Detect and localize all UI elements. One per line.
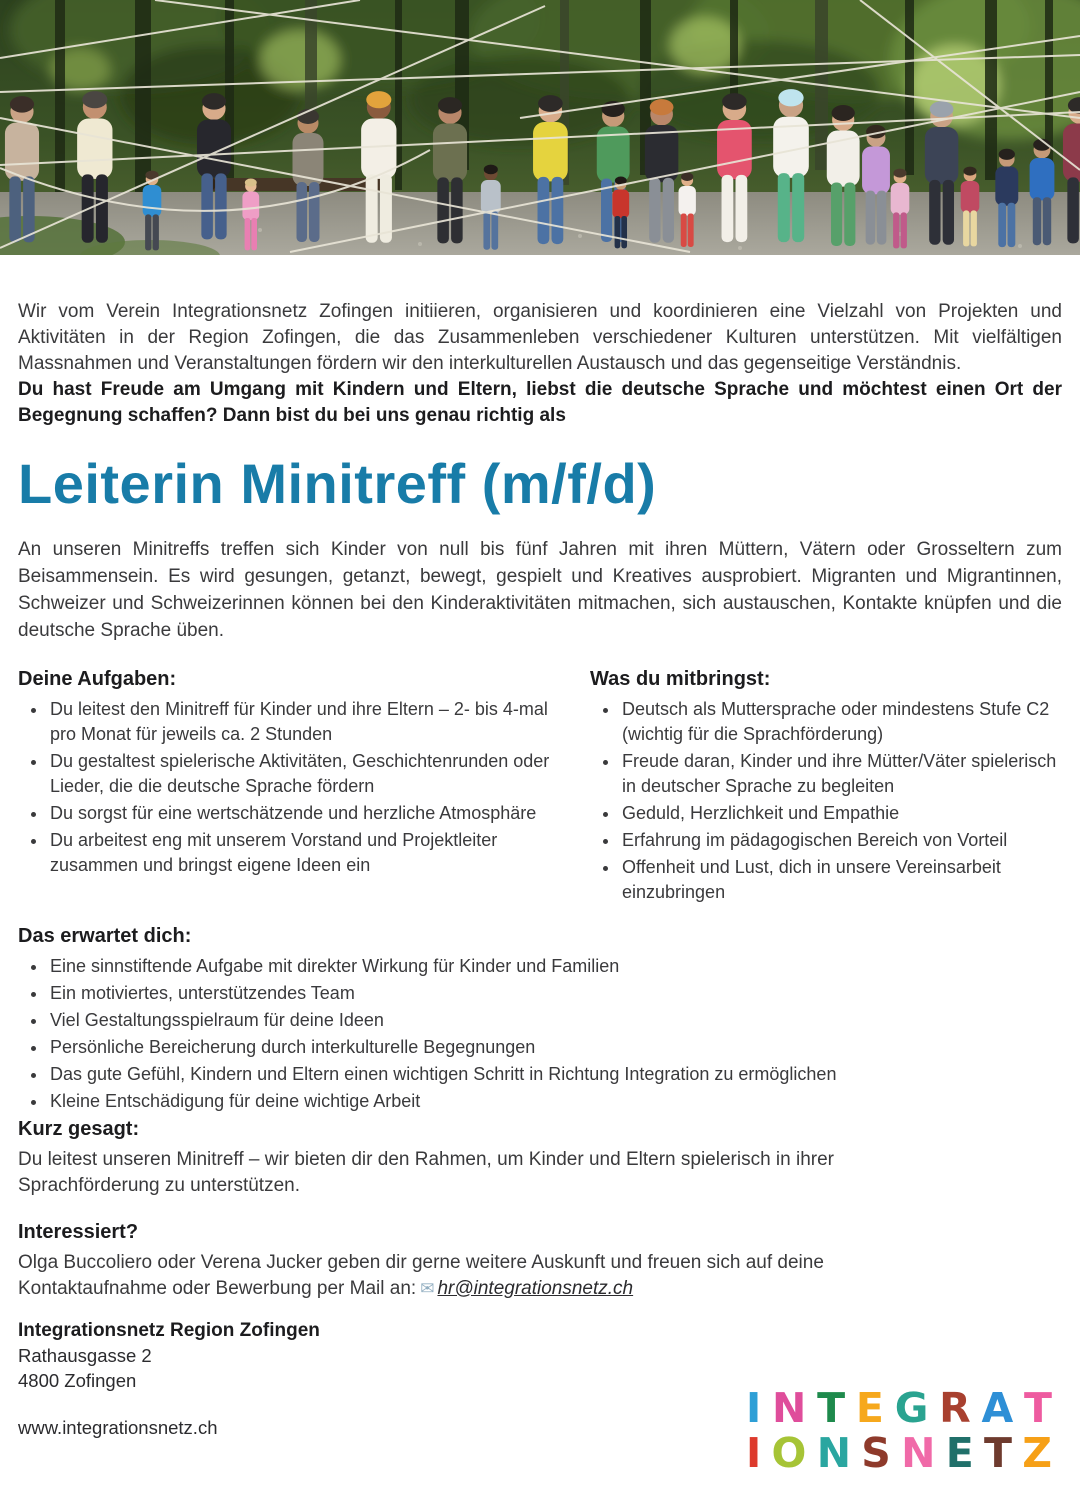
list-item: • Persönliche Bereicherung durch interkulturelle Begegnungen [48, 1035, 1028, 1060]
flyer-content [0, 299, 1080, 1440]
list-item: • Du gestaltest spielerische Aktivitäten, Geschichtenrunden oder Lieder, die die deutsche Sprache fördern [48, 749, 564, 799]
tasks-heading: Deine Aufgaben: [18, 667, 177, 690]
list-item: • Kleine Entschädigung für deine wichtige Arbeit [48, 1089, 1028, 1114]
list-item: • Das gute Gefühl, Kindern und Eltern einen wichtigen Schritt in Richtung Integration zu ermöglichen [48, 1062, 1028, 1087]
logo-line-1 [746, 1386, 1052, 1431]
logo-letter: G [894, 1384, 929, 1432]
about-paragraph: An unseren Minitreffs treffen sich Kinder von null bis fünf Jahren mit ihren Müttern, Vätern oder Grosseltern zum Beisammensein. Es wird gesungen, getanzt, bewegt, gespielt und Kreatives ausprobiert. Migranten und Migrantinnen, Schweizer und Schweizerinnen können bei den Kinderaktivitäten mitmachen, sich austauschen, Kontakte knüpfen und die deutsche Sprache üben. [18, 538, 1062, 641]
email-link[interactable]: hr@integrationsnetz.ch [437, 1277, 634, 1299]
integrationsnetz-logo [746, 1386, 1052, 1476]
logo-line-2 [746, 1431, 1052, 1476]
contact-body: Olga Buccoliero oder Verena Jucker geben dir gerne weitere Auskunft und freuen sich auf deine Kontaktaufnahme oder Bewerbung per Mail an: [18, 1251, 824, 1299]
list-item: • Deutsch als Muttersprache oder mindestens Stufe C2 (wichtig für die Sprachförderung) [620, 697, 1062, 747]
summary-text: Du leitest unseren Minitreff – wir bieten dir den Rahmen, um Kinder und Eltern spielerisch in ihrer Sprachförderung zu unterstützen. [18, 1148, 834, 1196]
footer-street: Rathausgasse 2 [18, 1344, 152, 1366]
logo-letter: T [984, 1429, 1012, 1477]
logo-letter: Z [1022, 1429, 1052, 1477]
logo-letter: N [901, 1429, 936, 1477]
logo-letter: R [939, 1384, 971, 1432]
logo-letter: E [855, 1384, 884, 1432]
logo-letter: I [746, 1429, 762, 1477]
logo-letter: E [945, 1429, 974, 1477]
tasks-section [18, 668, 590, 907]
list-item: • Du leitest den Minitreff für Kinder und ihre Eltern – 2- bis 4-mal pro Monat für jeweils ca. 2 Stunden [48, 697, 564, 747]
header-photo [0, 0, 1080, 255]
logo-letter: S [861, 1429, 891, 1477]
summary-section [18, 1118, 1062, 1199]
requirements-section [590, 668, 1062, 907]
contact-text [18, 1250, 943, 1302]
summary-heading: Kurz gesagt: [18, 1117, 140, 1140]
list-item: • Du sorgst für eine wertschätzende und herzliche Atmosphäre [48, 801, 564, 826]
logo-letter: T [817, 1384, 846, 1432]
footer-website: www.integrationsnetz.ch [18, 1416, 218, 1438]
intro-paragraph: Wir vom Verein Integrationsnetz Zofingen initiieren, organisieren und koordinieren eine Vielzahl von Projekten und Aktivitäten in der Region Zofingen, die das Zusammenleben verschiedener Kulturen unterstützen. Mit vielfältigen Massnahmen und Veranstaltungen fördern wir den interkulturellen Austausch und das gegenseitige Verständnis. [18, 301, 1062, 374]
tasks-list [18, 697, 564, 878]
benefits-list [18, 954, 1028, 1114]
contact-heading: Interessiert? [18, 1220, 139, 1243]
job-title: Leiterin Minitreff (m/f/d) [18, 452, 657, 515]
logo-letter: N [772, 1384, 807, 1432]
logo-letter: O [771, 1429, 807, 1477]
list-item: • Erfahrung im pädagogischen Bereich von Vorteil [620, 828, 1062, 853]
footer-organization: Integrationsnetz Region Zofingen [18, 1319, 320, 1341]
logo-letter: I [746, 1384, 762, 1432]
footer-city: 4800 Zofingen [18, 1369, 137, 1391]
logo-letter: A [981, 1384, 1014, 1432]
list-item: • Freude daran, Kinder und ihre Mütter/Väter spielerisch in deutscher Sprache zu begleiten [620, 749, 1062, 799]
list-item: • Offenheit und Lust, dich in unsere Vereinsarbeit einzubringen [620, 855, 1062, 905]
list-item: • Du arbeitest eng mit unserem Vorstand und Projektleiter zusammen und bringst eigene Ideen ein [48, 828, 564, 878]
list-item: • Eine sinnstiftende Aufgabe mit direkter Wirkung für Kinder und Familien [48, 954, 1028, 979]
benefits-section [18, 925, 1062, 1114]
two-column-section [18, 668, 1062, 907]
requirements-list [590, 697, 1062, 905]
requirements-heading: Was du mitbringst: [590, 667, 771, 690]
list-item: • Ein motiviertes, unterstützendes Team [48, 981, 1028, 1006]
list-item: • Viel Gestaltungsspielraum für deine Ideen [48, 1008, 1028, 1033]
intro-question: Du hast Freude am Umgang mit Kindern und Eltern, liebst die deutsche Sprache und möchtest einen Ort der Begegnung schaffen? Dann bist du bei uns genau richtig als [18, 379, 1062, 426]
benefits-heading: Das erwartet dich: [18, 924, 192, 947]
logo-letter: N [816, 1429, 852, 1477]
contact-section [18, 1221, 1062, 1302]
envelope-icon: ✉ [420, 1278, 435, 1298]
logo-letter: T [1024, 1384, 1052, 1432]
list-item: • Geduld, Herzlichkeit und Empathie [620, 801, 1062, 826]
